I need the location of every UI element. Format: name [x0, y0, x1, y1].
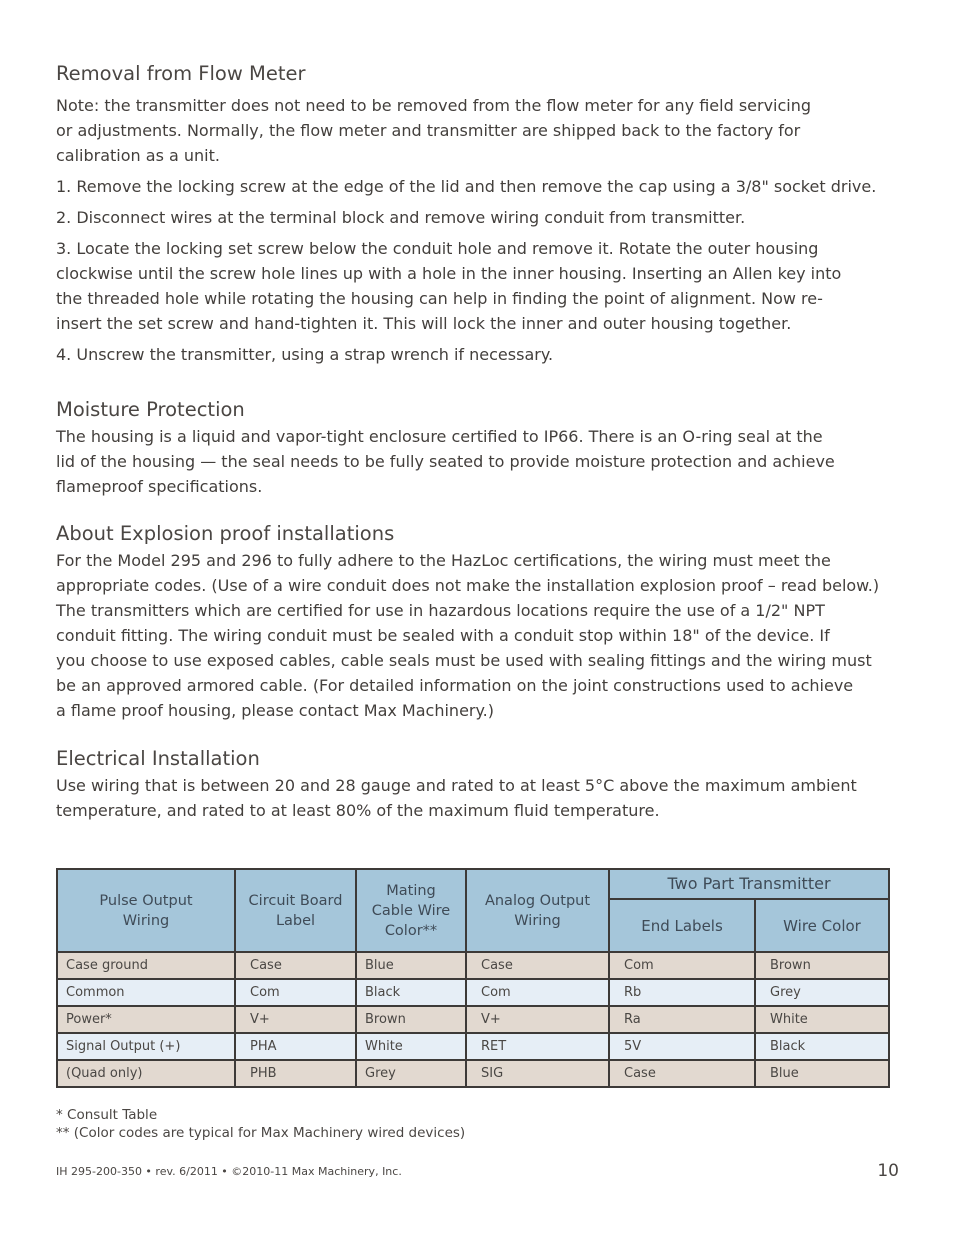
- footnote-consult-table: * Consult Table: [56, 1107, 158, 1123]
- table-cell: Black: [755, 1033, 889, 1060]
- footnote-color-codes: ** (Color codes are typical for Max Machinery wired devices): [56, 1125, 466, 1141]
- table-cell: Grey: [356, 1060, 466, 1087]
- table-row: [57, 952, 889, 979]
- table-cell: Case ground: [57, 952, 235, 979]
- removal-step-3-line: insert the set screw and hand-tighten it. This will lock the inner and outer housing together.: [56, 314, 792, 333]
- table-row: [57, 979, 889, 1006]
- table-cell: Grey: [755, 979, 889, 1006]
- explosion-line: appropriate codes. (Use of a wire conduit does not make the installation explosion proof – read below.): [56, 576, 880, 595]
- moisture-line: flameproof specifications.: [56, 477, 263, 496]
- table-cell: Com: [466, 979, 609, 1006]
- removal-note-line: Note: the transmitter does not need to be removed from the flow meter for any field servicing: [56, 96, 812, 115]
- moisture-heading: Moisture Protection: [56, 398, 245, 421]
- table-cell: Com: [235, 979, 356, 1006]
- table-cell: Common: [57, 979, 235, 1006]
- header-circuit-board-label: Circuit Board Label: [235, 869, 356, 952]
- moisture-line: The housing is a liquid and vapor-tight enclosure certified to IP66. There is an O-ring seal at the: [56, 427, 823, 446]
- removal-step-3-line: 3. Locate the locking set screw below the conduit hole and remove it. Rotate the outer housing: [56, 239, 819, 258]
- table-row: [57, 1033, 889, 1060]
- table-cell: Power*: [57, 1006, 235, 1033]
- table-cell: Case: [235, 952, 356, 979]
- explosion-line: conduit fitting. The wiring conduit must be sealed with a conduit stop within 18" of the device. If: [56, 626, 830, 645]
- table-cell: Blue: [356, 952, 466, 979]
- header-pulse-output-wiring: Pulse Output Wiring: [57, 869, 235, 952]
- document-info: IH 295-200-350 • rev. 6/2011 • ©2010-11 Max Machinery, Inc.: [56, 1165, 402, 1178]
- electrical-line: Use wiring that is between 20 and 28 gauge and rated to at least 5°C above the maximum ambient: [56, 776, 857, 795]
- table-cell: White: [755, 1006, 889, 1033]
- header-two-part-transmitter: Two Part Transmitter: [609, 869, 889, 899]
- electrical-heading: Electrical Installation: [56, 747, 260, 770]
- table-row: [57, 1060, 889, 1087]
- page-number: 10: [877, 1161, 899, 1181]
- removal-step-3-line: the threaded hole while rotating the housing can help in finding the point of alignment. Now re-: [56, 289, 823, 308]
- table-cell: Blue: [755, 1060, 889, 1087]
- table-cell: Case: [609, 1060, 755, 1087]
- electrical-text: [56, 773, 857, 823]
- table-cell: Brown: [356, 1006, 466, 1033]
- moisture-line: lid of the housing — the seal needs to be fully seated to provide moisture protection and achieve: [56, 452, 835, 471]
- table-cell: Com: [609, 952, 755, 979]
- wiring-table: [56, 868, 890, 1088]
- table-cell: SIG: [466, 1060, 609, 1087]
- explosion-line: you choose to use exposed cables, cable seals must be used with sealing fittings and the wiring must: [56, 651, 872, 670]
- explosion-line: The transmitters which are certified for use in hazardous locations require the use of a 1/2" NPT: [56, 601, 825, 620]
- removal-note-line: or adjustments. Normally, the flow meter and transmitter are shipped back to the factory for: [56, 121, 801, 140]
- table-cell: Signal Output (+): [57, 1033, 235, 1060]
- removal-step-1: 1. Remove the locking screw at the edge of the lid and then remove the cap using a 3/8" socket drive.: [56, 177, 877, 196]
- header-wire-color: Wire Color: [755, 899, 889, 952]
- table-cell: Rb: [609, 979, 755, 1006]
- removal-step-2: 2. Disconnect wires at the terminal block and remove wiring conduit from transmitter.: [56, 208, 746, 227]
- table-cell: Black: [356, 979, 466, 1006]
- table-cell: PHB: [235, 1060, 356, 1087]
- table-cell: Brown: [755, 952, 889, 979]
- table-cell: V+: [235, 1006, 356, 1033]
- explosion-text: [56, 548, 879, 723]
- table-row: [57, 1006, 889, 1033]
- table-cell: White: [356, 1033, 466, 1060]
- removal-heading: Removal from Flow Meter: [56, 62, 306, 85]
- table-cell: V+: [466, 1006, 609, 1033]
- explosion-line: be an approved armored cable. (For detailed information on the joint constructions used to achieve: [56, 676, 854, 695]
- moisture-text: [56, 424, 835, 499]
- removal-step-4: 4. Unscrew the transmitter, using a strap wrench if necessary.: [56, 345, 554, 364]
- table-cell: Case: [466, 952, 609, 979]
- header-end-labels: End Labels: [609, 899, 755, 952]
- electrical-line: temperature, and rated to at least 80% of the maximum fluid temperature.: [56, 801, 660, 820]
- removal-note-line: calibration as a unit.: [56, 146, 220, 165]
- table-cell: 5V: [609, 1033, 755, 1060]
- removal-step-3-line: clockwise until the screw hole lines up with a hole in the inner housing. Inserting an Allen key into: [56, 264, 842, 283]
- table-cell: Ra: [609, 1006, 755, 1033]
- explosion-line: For the Model 295 and 296 to fully adhere to the HazLoc certifications, the wiring must meet the: [56, 551, 831, 570]
- table-cell: (Quad only): [57, 1060, 235, 1087]
- explosion-line: a flame proof housing, please contact Max Machinery.): [56, 701, 494, 720]
- header-analog-output-wiring: Analog Output Wiring: [466, 869, 609, 952]
- removal-note: [56, 93, 811, 168]
- header-mating-cable-wire-color: Mating Cable Wire Color**: [356, 869, 466, 952]
- explosion-heading: About Explosion proof installations: [56, 522, 395, 545]
- removal-step-3: [56, 236, 841, 336]
- table-cell: PHA: [235, 1033, 356, 1060]
- table-cell: RET: [466, 1033, 609, 1060]
